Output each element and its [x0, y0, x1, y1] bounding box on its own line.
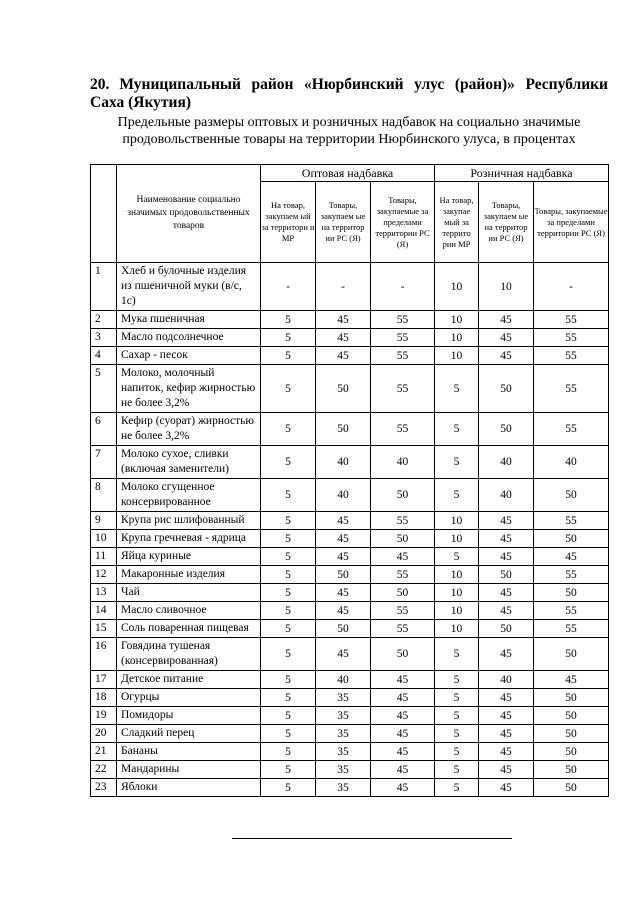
markup-value-r3: -: [534, 263, 609, 311]
markup-value-w2: 45: [316, 329, 371, 347]
row-number: 22: [91, 761, 117, 779]
markup-value-r2: 45: [479, 689, 534, 707]
markup-value-w3: 55: [371, 311, 435, 329]
markup-value-r3: 55: [534, 311, 609, 329]
table-row: [91, 512, 609, 530]
markup-value-w2: 50: [316, 566, 371, 584]
section-number: 20.: [90, 76, 110, 93]
product-name: Бананы: [117, 743, 261, 761]
markup-value-r3: 50: [534, 638, 609, 671]
row-number: 11: [91, 548, 117, 566]
markup-value-r3: 55: [534, 620, 609, 638]
markup-value-r3: 55: [534, 365, 609, 413]
product-name: Мука пшеничная: [117, 311, 261, 329]
markup-value-r1: 5: [435, 779, 479, 797]
markup-value-w3: 50: [371, 584, 435, 602]
markup-value-w1: 5: [261, 413, 316, 446]
markup-value-w3: 55: [371, 347, 435, 365]
row-number: 13: [91, 584, 117, 602]
product-name: Макаронные изделия: [117, 566, 261, 584]
table-row: [91, 446, 609, 479]
markup-value-w2: 45: [316, 311, 371, 329]
table-row: [91, 566, 609, 584]
markup-value-w3: 50: [371, 638, 435, 671]
row-number: 10: [91, 530, 117, 548]
markup-value-w1: 5: [261, 548, 316, 566]
header-retail-inside-rs: Товары, закупаем ые на территор ии РС (Я): [479, 182, 534, 263]
table-row: [91, 725, 609, 743]
markup-value-w1: 5: [261, 725, 316, 743]
product-name: Яйца куриные: [117, 548, 261, 566]
product-name: Соль поваренная пищевая: [117, 620, 261, 638]
markup-value-r3: 50: [534, 689, 609, 707]
markup-value-w1: 5: [261, 365, 316, 413]
markup-value-w3: 55: [371, 512, 435, 530]
markup-value-r3: 45: [534, 671, 609, 689]
row-number: 1: [91, 263, 117, 311]
row-number: 4: [91, 347, 117, 365]
markup-value-r3: 45: [534, 548, 609, 566]
markup-value-r3: 55: [534, 602, 609, 620]
markup-value-r2: 45: [479, 761, 534, 779]
markup-value-w1: 5: [261, 446, 316, 479]
product-name: Детское питание: [117, 671, 261, 689]
markup-value-r1: 5: [435, 707, 479, 725]
markup-value-w2: 45: [316, 530, 371, 548]
header-wholesale-outside-rs: Товары, закупаемые за пределами территории РС (Я): [371, 182, 435, 263]
markup-value-w3: 45: [371, 707, 435, 725]
product-name: Молоко сгущенное консервированное: [117, 479, 261, 512]
markup-value-w3: 45: [371, 689, 435, 707]
markup-value-w3: 55: [371, 602, 435, 620]
table-row: [91, 620, 609, 638]
markup-value-r3: 55: [534, 512, 609, 530]
table-row: [91, 365, 609, 413]
row-number: 20: [91, 725, 117, 743]
markup-value-r2: 40: [479, 671, 534, 689]
markup-value-w2: 35: [316, 707, 371, 725]
markup-value-w3: 45: [371, 779, 435, 797]
product-name: Огурцы: [117, 689, 261, 707]
table-row: [91, 743, 609, 761]
markup-value-w2: 45: [316, 584, 371, 602]
markup-value-r2: 45: [479, 602, 534, 620]
markup-value-w2: 40: [316, 446, 371, 479]
markup-value-r2: 45: [479, 638, 534, 671]
markup-value-w3: 55: [371, 329, 435, 347]
markup-value-w1: 5: [261, 620, 316, 638]
markup-value-r1: 10: [435, 347, 479, 365]
table-row: [91, 311, 609, 329]
markup-value-w2: 45: [316, 548, 371, 566]
product-name: Крупа гречневая - ядрица: [117, 530, 261, 548]
product-name: Мандарины: [117, 761, 261, 779]
markup-value-w3: 55: [371, 620, 435, 638]
markup-value-r3: 55: [534, 329, 609, 347]
table-row: [91, 671, 609, 689]
table-caption: Предельные размеры оптовых и розничных надбавок на социально значимые продовольственные товары на территории Нюрбинского улуса, в процентах: [117, 115, 581, 147]
row-number: 7: [91, 446, 117, 479]
markup-value-w2: 40: [316, 671, 371, 689]
product-name: Помидоры: [117, 707, 261, 725]
table-row: [91, 263, 609, 311]
row-number: 19: [91, 707, 117, 725]
markup-value-w3: 45: [371, 548, 435, 566]
markup-value-w1: 5: [261, 566, 316, 584]
markup-value-r1: 5: [435, 479, 479, 512]
markup-value-r1: 10: [435, 512, 479, 530]
header-product-name: Наименование социально значимых продовольственных товаров: [117, 165, 261, 263]
markup-value-r2: 50: [479, 413, 534, 446]
product-name: Хлеб и булочные изделия из пшеничной муки (в/с, 1с): [117, 263, 261, 311]
markup-value-w2: 45: [316, 602, 371, 620]
section-heading: [90, 76, 608, 112]
markup-value-r1: 5: [435, 413, 479, 446]
table-row: [91, 530, 609, 548]
table-row: [91, 779, 609, 797]
table-row: [91, 638, 609, 671]
markup-value-w3: 55: [371, 566, 435, 584]
table-row: [91, 479, 609, 512]
markup-value-w3: 55: [371, 413, 435, 446]
product-name: Сладкий перец: [117, 725, 261, 743]
product-name: Сахар - песок: [117, 347, 261, 365]
markup-value-w2: 50: [316, 413, 371, 446]
markup-value-r3: 50: [534, 530, 609, 548]
product-name: Чай: [117, 584, 261, 602]
markup-table: [90, 164, 609, 797]
markup-value-w1: -: [261, 263, 316, 311]
header-retail-outside-rs: Товары, закупаемые за пределами территории РС (Я): [534, 182, 609, 263]
row-number: 14: [91, 602, 117, 620]
markup-value-w3: 55: [371, 365, 435, 413]
header-retail-outside-mr: На товар, закупае мый за террито рии МР: [435, 182, 479, 263]
markup-value-r2: 40: [479, 446, 534, 479]
markup-value-r2: 50: [479, 566, 534, 584]
markup-value-w3: 45: [371, 725, 435, 743]
markup-value-w3: 45: [371, 743, 435, 761]
markup-value-w1: 5: [261, 671, 316, 689]
markup-value-w1: 5: [261, 761, 316, 779]
markup-value-w3: 45: [371, 671, 435, 689]
markup-value-r2: 50: [479, 365, 534, 413]
row-number: 3: [91, 329, 117, 347]
markup-value-r1: 10: [435, 329, 479, 347]
markup-value-r3: 55: [534, 566, 609, 584]
markup-value-r3: 50: [534, 707, 609, 725]
markup-value-r2: 45: [479, 743, 534, 761]
footer-line: [232, 838, 512, 839]
table-row: [91, 584, 609, 602]
markup-value-r1: 10: [435, 602, 479, 620]
markup-value-r1: 5: [435, 671, 479, 689]
markup-value-w1: 5: [261, 638, 316, 671]
markup-value-r1: 10: [435, 584, 479, 602]
markup-value-r1: 5: [435, 638, 479, 671]
markup-value-w2: -: [316, 263, 371, 311]
table-row: [91, 761, 609, 779]
product-name: Яблоки: [117, 779, 261, 797]
markup-value-r1: 5: [435, 689, 479, 707]
markup-value-w3: 45: [371, 761, 435, 779]
markup-value-w1: 5: [261, 479, 316, 512]
markup-value-r2: 45: [479, 584, 534, 602]
section-title: Муниципальный район «Нюрбинский улус (район)» Республики Саха (Якутия): [90, 76, 608, 111]
markup-value-w1: 5: [261, 347, 316, 365]
markup-value-r3: 55: [534, 413, 609, 446]
markup-value-r2: 45: [479, 329, 534, 347]
markup-value-r2: 45: [479, 548, 534, 566]
markup-value-w3: 40: [371, 446, 435, 479]
markup-value-w2: 50: [316, 365, 371, 413]
markup-value-w1: 5: [261, 311, 316, 329]
markup-value-r2: 10: [479, 263, 534, 311]
markup-value-w2: 35: [316, 689, 371, 707]
markup-value-w3: -: [371, 263, 435, 311]
markup-value-w3: 50: [371, 479, 435, 512]
markup-value-w2: 45: [316, 512, 371, 530]
product-name: Масло сливочное: [117, 602, 261, 620]
markup-value-r3: 50: [534, 743, 609, 761]
row-number: 5: [91, 365, 117, 413]
markup-value-r2: 45: [479, 779, 534, 797]
markup-value-w2: 35: [316, 725, 371, 743]
table-row: [91, 689, 609, 707]
markup-value-r1: 10: [435, 311, 479, 329]
markup-value-w2: 35: [316, 779, 371, 797]
markup-value-w2: 40: [316, 479, 371, 512]
product-name: Масло подсолнечное: [117, 329, 261, 347]
markup-value-r3: 50: [534, 725, 609, 743]
row-number: 21: [91, 743, 117, 761]
markup-value-r2: 45: [479, 530, 534, 548]
markup-value-r1: 5: [435, 446, 479, 479]
markup-value-w1: 5: [261, 602, 316, 620]
markup-value-w2: 45: [316, 347, 371, 365]
markup-value-w1: 5: [261, 530, 316, 548]
markup-value-w3: 50: [371, 530, 435, 548]
markup-value-w1: 5: [261, 689, 316, 707]
markup-value-r1: 5: [435, 725, 479, 743]
markup-value-r3: 50: [534, 779, 609, 797]
header-retail: Розничная надбавка: [435, 165, 609, 182]
markup-value-r1: 10: [435, 263, 479, 311]
row-number: 15: [91, 620, 117, 638]
markup-value-w1: 5: [261, 584, 316, 602]
markup-value-r1: 5: [435, 761, 479, 779]
markup-value-w1: 5: [261, 329, 316, 347]
header-wholesale-outside-mr: На товар, закупаем ый за территори и МР: [261, 182, 316, 263]
table-row: [91, 707, 609, 725]
markup-value-r2: 50: [479, 620, 534, 638]
markup-value-r2: 45: [479, 707, 534, 725]
markup-value-r2: 45: [479, 311, 534, 329]
table-row: [91, 602, 609, 620]
header-wholesale-inside-rs: Товары, закупаем ые на территор ии РС (Я): [316, 182, 371, 263]
row-number: 12: [91, 566, 117, 584]
product-name: Крупа рис шлифованный: [117, 512, 261, 530]
markup-value-r3: 50: [534, 479, 609, 512]
product-name: Говядина тушеная (консервированная): [117, 638, 261, 671]
markup-value-r3: 55: [534, 347, 609, 365]
markup-value-w2: 35: [316, 761, 371, 779]
markup-value-r1: 10: [435, 566, 479, 584]
table-row: [91, 329, 609, 347]
row-number: 2: [91, 311, 117, 329]
markup-value-r1: 10: [435, 620, 479, 638]
product-name: Кефир (суорат) жирностью не более 3,2%: [117, 413, 261, 446]
row-number: 6: [91, 413, 117, 446]
markup-value-r2: 45: [479, 347, 534, 365]
markup-value-w1: 5: [261, 779, 316, 797]
markup-value-w2: 45: [316, 638, 371, 671]
markup-value-w1: 5: [261, 707, 316, 725]
row-number: 18: [91, 689, 117, 707]
table-row: [91, 413, 609, 446]
markup-value-r1: 5: [435, 365, 479, 413]
header-wholesale: Оптовая надбавка: [261, 165, 435, 182]
table-body: [91, 263, 609, 797]
markup-value-r1: 10: [435, 530, 479, 548]
markup-value-r2: 40: [479, 479, 534, 512]
markup-value-r3: 40: [534, 446, 609, 479]
row-number: 23: [91, 779, 117, 797]
markup-value-w2: 35: [316, 743, 371, 761]
table-row: [91, 548, 609, 566]
markup-value-r3: 50: [534, 761, 609, 779]
table-row: [91, 347, 609, 365]
markup-value-w2: 50: [316, 620, 371, 638]
row-number: 9: [91, 512, 117, 530]
markup-value-w1: 5: [261, 512, 316, 530]
markup-value-r2: 45: [479, 512, 534, 530]
header-index-cell: [91, 165, 117, 263]
row-number: 8: [91, 479, 117, 512]
markup-value-w1: 5: [261, 743, 316, 761]
row-number: 17: [91, 671, 117, 689]
row-number: 16: [91, 638, 117, 671]
markup-value-r1: 5: [435, 548, 479, 566]
product-name: Молоко сухое, сливки (включая заменители): [117, 446, 261, 479]
markup-value-r1: 5: [435, 743, 479, 761]
product-name: Молоко, молочный напиток, кефир жирностью не более 3,2%: [117, 365, 261, 413]
markup-value-r3: 50: [534, 584, 609, 602]
markup-value-r2: 45: [479, 725, 534, 743]
